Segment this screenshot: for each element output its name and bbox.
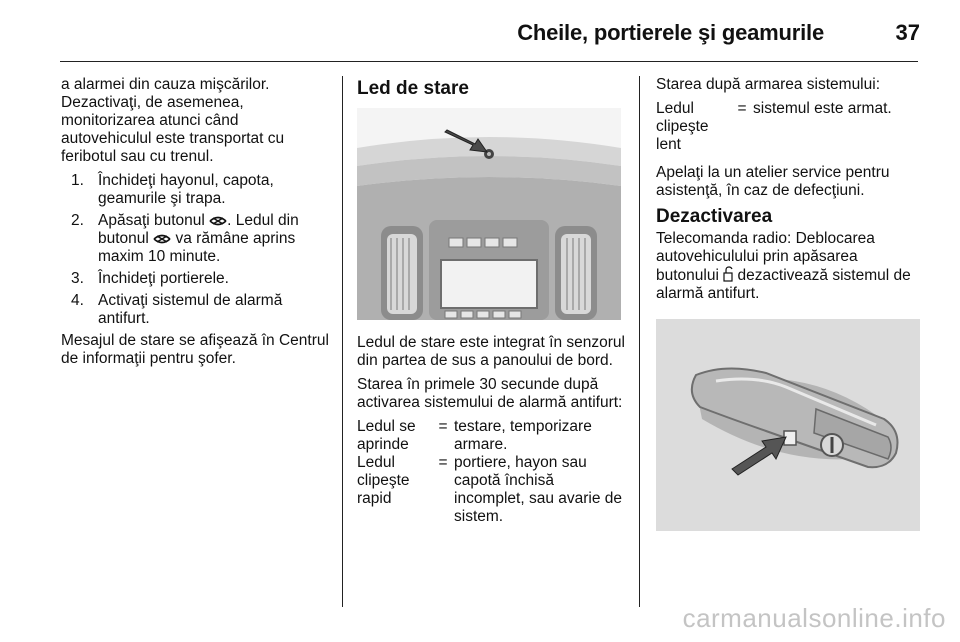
unlock-icon xyxy=(723,266,733,282)
column-left xyxy=(61,76,337,374)
column-right xyxy=(656,76,922,531)
step-text: Închideţi portierele. xyxy=(98,270,229,287)
deactivation-text: dezactivează sistemul de alarmă antifurt. xyxy=(656,267,911,302)
step-text: Apăsaţi butonul xyxy=(98,212,205,229)
column-divider xyxy=(639,76,640,607)
section-heading: Led de stare xyxy=(357,78,469,99)
step-text: Închideţi hayonul, capota, geamurile şi trapa. xyxy=(98,172,274,207)
armed-intro: Starea după armarea sistemului: xyxy=(656,76,881,93)
list-item xyxy=(61,212,337,266)
list-item xyxy=(61,172,337,208)
table-key: Ledul clipeşte rapid xyxy=(357,454,410,507)
step-text: Activaţi sistemul de alarmă antifurt. xyxy=(98,292,283,327)
door-handle-illustration xyxy=(656,319,920,531)
column-divider xyxy=(342,76,343,607)
table-value: sistemul este armat. xyxy=(753,100,892,117)
section-heading: Dezactivarea xyxy=(656,206,773,227)
sensor-icon xyxy=(153,233,171,245)
table-key: Ledul clipeşte lent xyxy=(656,100,709,153)
door-handle-svg xyxy=(656,319,920,531)
step-text: va rămâne aprins maxim 10 minute. xyxy=(98,230,296,265)
step-text: . Ledul din butonul xyxy=(98,212,299,247)
armed-status-table xyxy=(656,100,922,154)
step-number: 4. xyxy=(71,292,84,309)
table-equals: = xyxy=(438,454,448,471)
list-item xyxy=(61,270,337,288)
intro-line: Dezactivaţi, de asemenea, xyxy=(61,94,244,111)
intro-paragraph xyxy=(61,76,337,166)
step-number: 2. xyxy=(71,212,84,229)
table-equals: = xyxy=(438,418,448,435)
sensor-icon xyxy=(209,215,227,227)
table-value: portiere, hayon sau capotă închisă incomplet, sau avarie de sistem. xyxy=(454,454,623,525)
page-header-title: Cheile, portierele şi geamurile xyxy=(517,20,824,45)
status-intro-paragraph: Starea în primele 30 secunde după activarea sistemului de alarmă antifurt: xyxy=(357,376,623,411)
sensor-paragraph: Ledul de stare este integrat în senzorul din partea de sus a panoului de bord. xyxy=(357,334,625,369)
page-number: 37 xyxy=(895,20,920,45)
table-equals: = xyxy=(737,100,747,117)
table-value: testare, temporizare armare. xyxy=(454,418,592,453)
steps-list xyxy=(61,172,337,328)
closing-paragraph: Mesajul de stare se afişează în Centrul de informaţii pentru şofer. xyxy=(61,332,329,367)
dashboard-sensor-illustration xyxy=(357,108,621,320)
table-row xyxy=(357,418,625,454)
led-status-table xyxy=(357,418,625,526)
table-key: Ledul se aprinde xyxy=(357,418,416,453)
deactivation-paragraph xyxy=(656,230,922,303)
step-number: 1. xyxy=(71,172,84,189)
table-row xyxy=(656,100,922,154)
step-number: 3. xyxy=(71,270,84,287)
intro-line: feribotul sau cu trenul. xyxy=(61,148,214,165)
watermark: carmanualsonline.info xyxy=(682,603,946,633)
intro-line: autovehiculul este transportat cu xyxy=(61,130,285,147)
intro-line: monitorizarea atunci când xyxy=(61,112,239,129)
service-paragraph: Apelaţi la un atelier service pentru asistenţă, în caz de defecţiuni. xyxy=(656,164,890,199)
table-row xyxy=(357,454,625,526)
intro-line: a alarmei din cauza mişcărilor. xyxy=(61,76,270,93)
header-divider xyxy=(60,61,918,62)
dashboard-illustration-svg xyxy=(357,108,621,320)
deactivation-text: Telecomanda radio: Deblocarea autovehiculului prin apăsarea butonului xyxy=(656,230,875,284)
list-item xyxy=(61,292,337,328)
column-middle xyxy=(357,76,625,536)
